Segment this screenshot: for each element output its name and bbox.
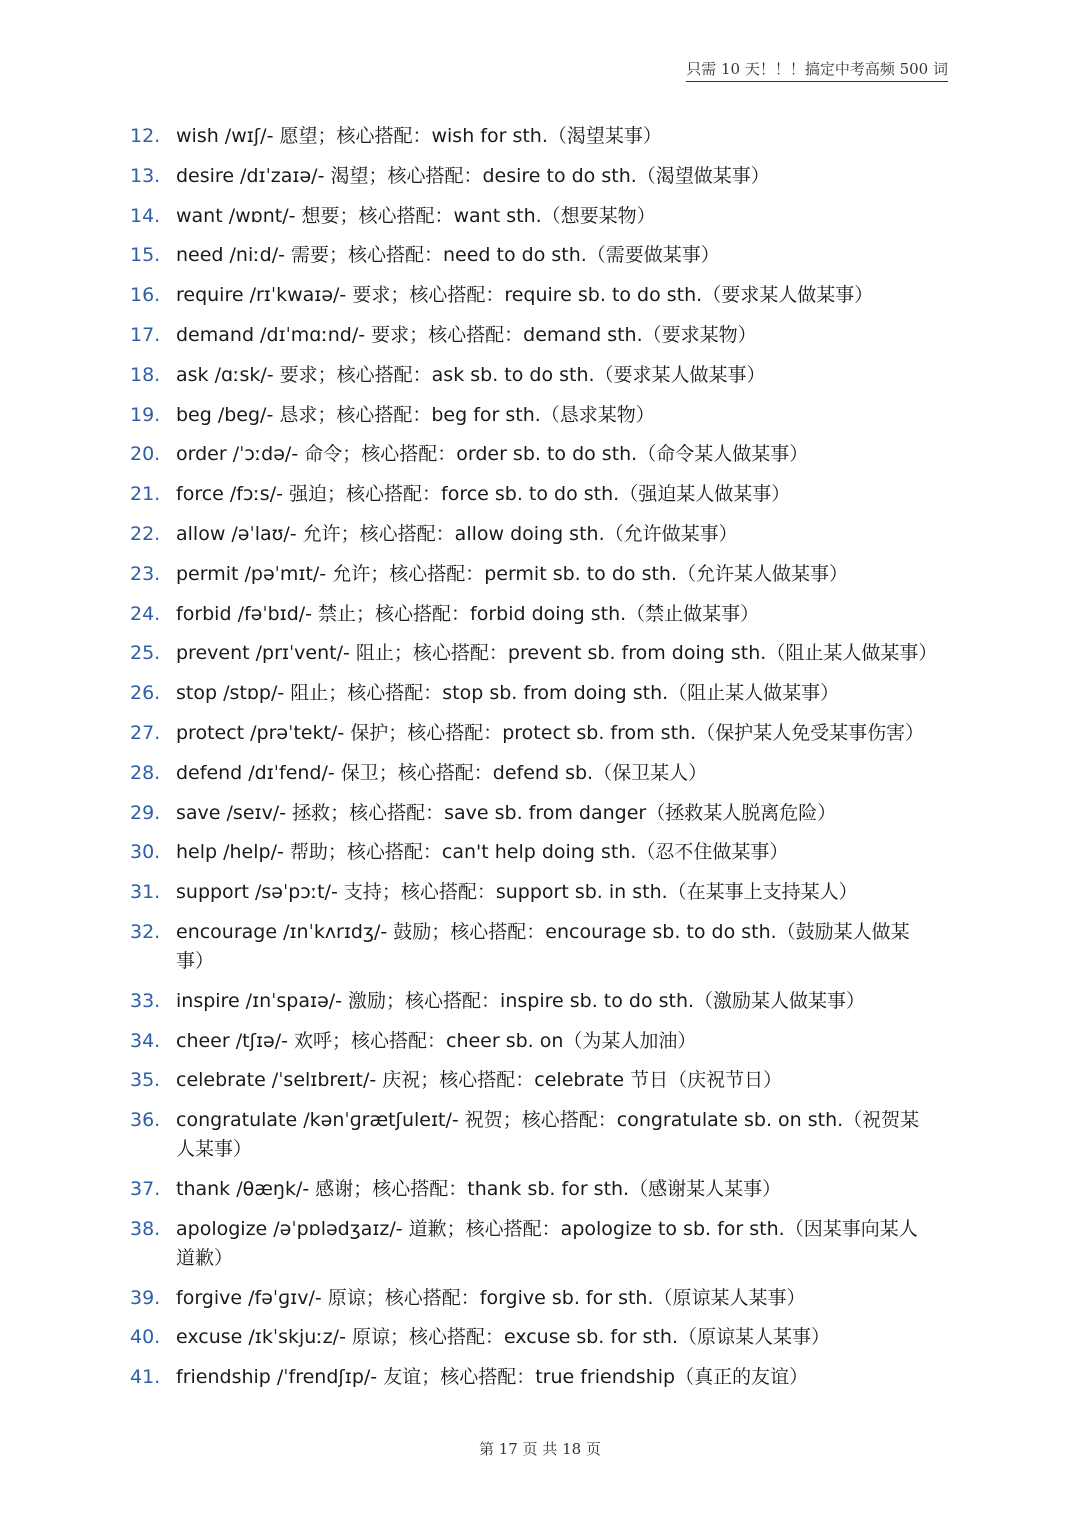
list-item [130,1323,930,1352]
entry-text: need /niːd/- 需要；核心搭配：need to do sth.（需要做某事） [176,244,720,267]
entry-text: defend /dɪˈfend/- 保卫；核心搭配：defend sb.（保卫某人） [176,761,708,784]
entry-text: apologize /əˈpɒlədʒaɪz/- 道歉；核心搭配：apologize to sb. for sth.（因某事向某人道歉） [176,1217,918,1269]
list-item [130,361,930,390]
entry-number: 26. [130,682,161,705]
entry-text: order /ˈɔːdə/- 命令；核心搭配：order sb. to do sth.（命令某人做某事） [176,443,809,466]
list-item [130,1215,930,1273]
entry-text: save /seɪv/- 拯救；核心搭配：save sb. from danger（拯救某人脱离危险） [176,801,837,824]
entry-text: stop /stɒp/- 阻止；核心搭配：stop sb. from doing sth.（阻止某人做某事） [176,682,840,705]
entry-number: 17. [130,323,161,346]
list-item [130,401,930,430]
entry-text: want /wɒnt/- 想要；核心搭配：want sth.（想要某物） [176,204,656,227]
entry-number: 41. [130,1366,161,1389]
list-item [130,878,930,907]
page-footer: 第 17 页 共 18 页 [478,1440,601,1458]
list-item [130,122,930,151]
entry-text: demand /dɪˈmɑːnd/- 要求；核心搭配：demand sth.（要求某物） [176,323,757,346]
entry-text: friendship /ˈfrendʃɪp/- 友谊；核心搭配：true friendship（真正的友谊） [176,1366,809,1389]
list-item [130,759,930,788]
list-item [130,679,930,708]
list-item [130,799,930,828]
entry-text: support /səˈpɔːt/- 支持；核心搭配：support sb. in sth.（在某事上支持某人） [176,881,858,904]
entry-number: 23. [130,562,161,585]
list-item [130,1106,930,1164]
entry-text: beg /beg/- 恳求；核心搭配：beg for sth.（恳求某物） [176,403,655,426]
entry-number: 39. [130,1286,161,1309]
entry-text: congratulate /kənˈɡrætʃuleɪt/- 祝贺；核心搭配：congratulate sb. on sth.（祝贺某人某事） [176,1109,920,1161]
entry-number: 40. [130,1326,161,1349]
entry-text: ask /ɑːsk/- 要求；核心搭配：ask sb. to do sth.（要求某人做某事） [176,363,766,386]
list-item [130,719,930,748]
entry-text: permit /pəˈmɪt/- 允许；核心搭配：permit sb. to do sth.（允许某人做某事） [176,562,849,585]
list-item [130,987,930,1016]
entry-text: desire /dɪˈzaɪə/- 渴望；核心搭配：desire to do sth.（渴望做某事） [176,164,770,187]
entry-number: 24. [130,602,161,625]
entry-number: 25. [130,642,161,665]
list-item [130,440,930,469]
entry-number: 15. [130,244,161,267]
list-item [130,1066,930,1095]
entry-text: protect /prəˈtekt/- 保护；核心搭配：protect sb. from sth.（保护某人免受某事伤害） [176,721,925,744]
list-item [130,639,938,668]
list-item [130,1363,930,1392]
entry-number: 12. [130,125,161,147]
entry-text: encourage /ɪnˈkʌrɪdʒ/- 鼓励；核心搭配：encourage sb. to do sth.（鼓励某人做某事） [176,920,910,972]
entry-number: 29. [130,801,161,824]
list-item [130,520,930,549]
page-header: 只需 10 天！！！搞定中考高频 500 词 [686,58,948,82]
entry-text: inspire /ɪnˈspaɪə/- 激励；核心搭配：inspire sb. to do sth.（激励某人做某事） [176,989,866,1012]
list-item [130,838,930,867]
list-item [130,1284,930,1313]
entry-text: celebrate /ˈselɪbreɪt/- 庆祝；核心搭配：celebrate 节日（庆祝节日） [176,1069,783,1092]
entry-number: 32. [130,920,161,943]
entry-number: 19. [130,403,161,426]
entry-text: require /rɪˈkwaɪə/- 要求；核心搭配：require sb. to do sth.（要求某人做某事） [176,284,874,307]
entry-number: 21. [130,483,161,506]
entry-number: 22. [130,522,161,545]
entry-text: excuse /ɪkˈskjuːz/- 原谅；核心搭配：excuse sb. for sth.（原谅某人某事） [176,1326,830,1349]
entry-number: 35. [130,1069,161,1092]
entry-number: 13. [130,164,161,187]
entry-text: forbid /fəˈbɪd/- 禁止；核心搭配：forbid doing sth.（禁止做某事） [176,602,760,625]
entry-text: wish /wɪʃ/- 愿望；核心搭配：wish for sth.（渴望某事） [176,125,662,147]
list-item [130,202,930,231]
entry-text: prevent /prɪˈvent/- 阻止；核心搭配：prevent sb. from doing sth.（阻止某人做某事） [176,642,938,665]
list-item [130,1027,930,1056]
entry-text: cheer /tʃɪə/- 欢呼；核心搭配：cheer sb. on（为某人加油） [176,1029,697,1052]
entry-number: 33. [130,989,161,1012]
entry-number: 14. [130,204,161,227]
entry-text: forgive /fəˈɡɪv/- 原谅；核心搭配：forgive sb. for sth.（原谅某人某事） [176,1286,806,1309]
list-item [130,162,930,191]
entry-text: allow /əˈlaʊ/- 允许；核心搭配：allow doing sth.（允许做某事） [176,522,738,545]
entry-text: thank /θæŋk/- 感谢；核心搭配：thank sb. for sth.（感谢某人某事） [176,1177,782,1200]
entry-number: 28. [130,761,161,784]
entry-number: 34. [130,1029,161,1052]
entry-text: help /help/- 帮助；核心搭配：can't help doing sth.（忍不住做某事） [176,841,789,864]
vocabulary-list [130,122,938,1403]
entry-number: 31. [130,881,161,904]
list-item [130,281,930,310]
list-item [130,560,930,589]
entry-number: 36. [130,1109,161,1132]
list-item [130,600,930,629]
entry-text: force /fɔːs/- 强迫；核心搭配：force sb. to do sth.（强迫某人做某事） [176,483,791,506]
entry-number: 16. [130,284,161,307]
entry-number: 20. [130,443,161,466]
entry-number: 37. [130,1177,161,1200]
entry-number: 18. [130,363,161,386]
entry-number: 30. [130,841,161,864]
list-item [130,480,930,509]
list-item [130,918,930,976]
entry-number: 38. [130,1217,161,1240]
list-item [130,1175,930,1204]
entry-number: 27. [130,721,161,744]
list-item [130,321,930,350]
list-item [130,241,930,270]
